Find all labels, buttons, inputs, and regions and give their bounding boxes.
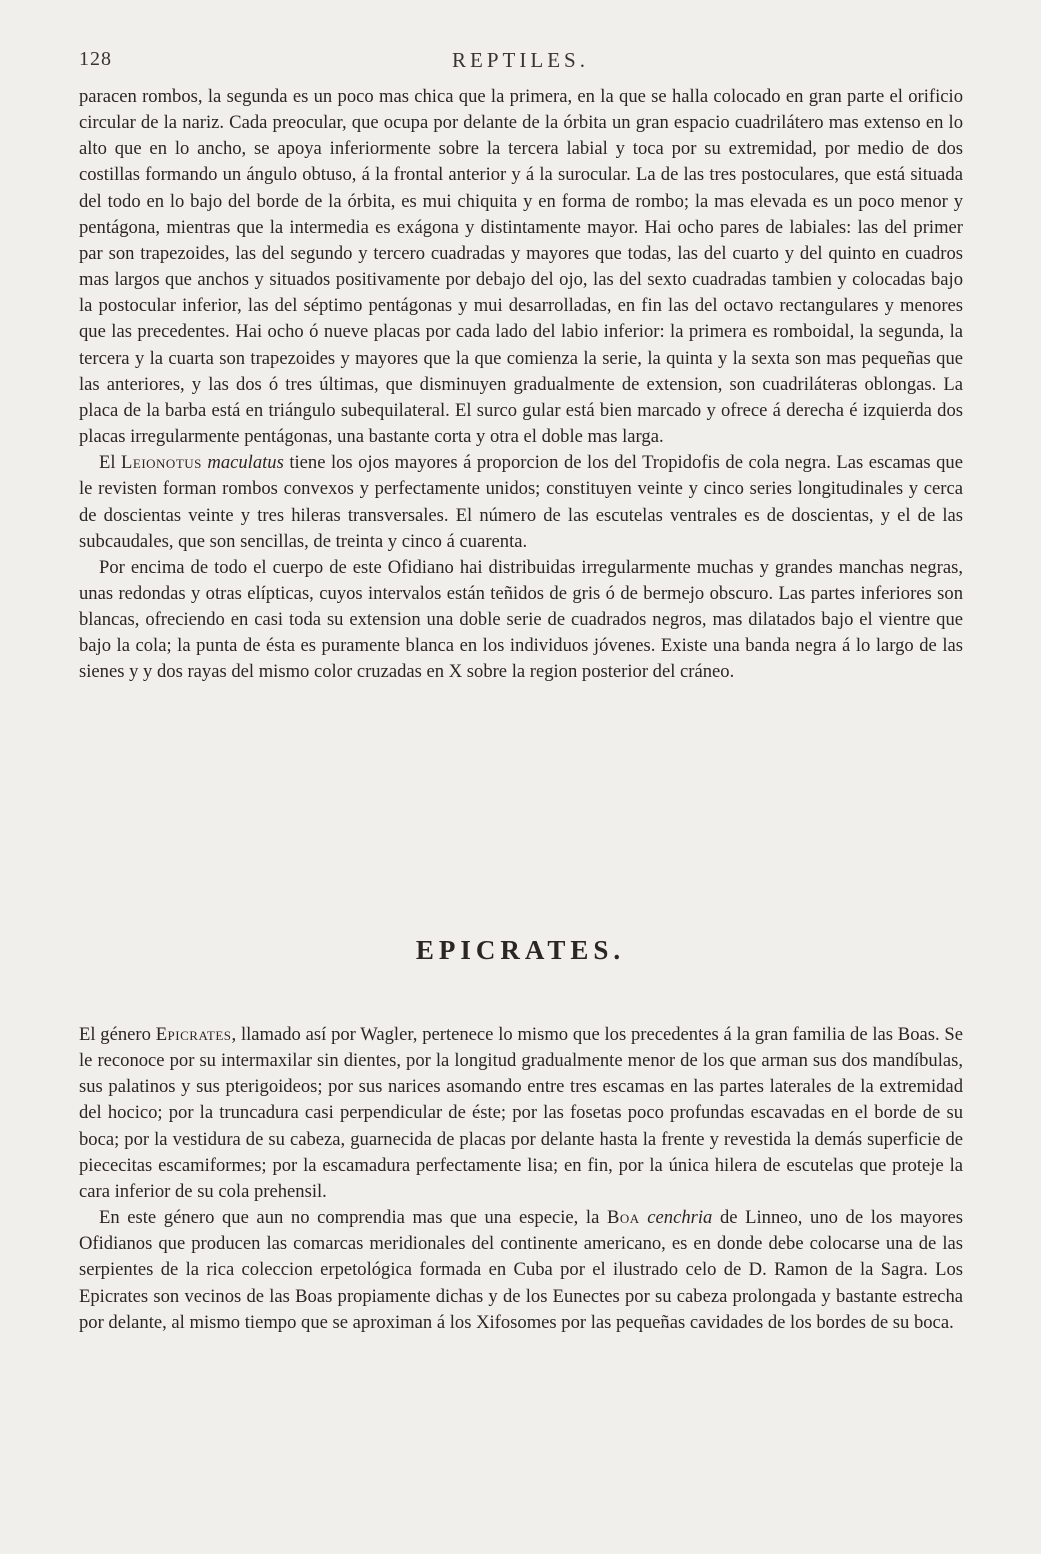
- paragraph: paracen rombos, la segunda es un poco mas chica que la primera, en la que se halla colocado en gran parte el orificio circular de la nariz. Cada preocular, que ocupa por delante de la órbita un gran espacio cuadrilátero mas extenso en lo alto que en lo ancho, se apoya inferiormente sobre la tercera labial y toca por su extremidad, por medio de dos costillas formando un ángulo obtuso, á la frontal anterior y á la surocular. La de las tres postoculares, que está situada del todo en lo bajo del borde de la órbita, es mui chiquita y en forma de rombo; la mas elevada es un poco menor y pentágona, mientras que la intermedia es exágona y distintamente mayor. Hai ocho pares de labiales: las del primer par son trapezoides, las del segundo y tercero cuadradas y mayores que todas, las del cuarto y del quinto en cuadros mas largos que anchos y situados positivamente por debajo del ojo, las del sexto cuadradas tambien y colocadas bajo la postocular inferior, las del séptimo pentágonas y mui desarrolladas, en fin las del octavo rectangulares y menores que las precedentes. Hai ocho ó nueve placas por cada lado del labio inferior: la primera es romboidal, la segunda, la tercera y la cuarta son trapezoides y mayores que la que comienza la serie, la quinta y la sexta son mas pequeñas que las anteriores, y las dos ó tres últimas, que disminuyen gradualmente de extension, son cuadriláteras oblongas. La placa de la barba está en triángulo subequilateral. El surco gular está bien marcado y ofrece á derecha é izquierda dos placas irregularmente pentágonas, una bastante corta y otra el doble mas larga.: [79, 86, 963, 448]
- text-run: tiene los ojos mayores á proporcion de los del Tropidofis de cola negra. Las escamas que le revisten forman rombos convexos y perfectamente unidos; constituyen veinte y cinco series longitudinales y cerca de doscientas veinte y tres hileras transversales. El número de las escutelas ventrales es de doscientas, y el de las subcaudales, que son sencillas, de treinta y cinco á cuarenta.: [79, 452, 963, 552]
- text-run: , llamado así por Wagler, pertenece lo mismo que los precedentes á la gran familia de las Boas. Se le reconoce por su intermaxilar sin dientes, por la longitud gradualmente menor de los que arman sus dos mandíbulas, sus palatinos y sus pterigoideos; por sus narices asomando entre tres escamas en las partes laterales de la extremidad del hocico; por la truncadura casi perpendicular de éste; por las fosetas poco profundas escavadas en el borde de su boca; por la vestidura de su cabeza, guarnecida de placas por delante hasta la frente y revestida la demás superficie de piececitas escamiformes; por la escamadura perfectamente lisa; en fin, por la única hilera de escutelas que proteje la cara inferior de su cola prehensil.: [79, 1024, 964, 1202]
- running-title: REPTILES.: [452, 48, 589, 72]
- section-heading: EPICRATES.: [415, 935, 626, 965]
- paragraph: [79, 1205, 963, 1336]
- paragraph: Por encima de todo el cuerpo de este Ofidiano hai distribuidas irregularmente muchas y grandes manchas negras, unas redondas y otras elípticas, cuyos intervalos están teñidos de gris ó de bermejo obscuro. Las partes inferiores son blancas, ofreciendo en casi toda su extension una doble serie de cuadrados negros, mas dilatados bajo el vientre que bajo la cola; la punta de ésta es puramente blanca en los individuos jóvenes. Existe una banda negra á lo largo de las sienes y y dos rayas del mismo color cruzadas en X sobre la region posterior del cráneo.: [79, 556, 963, 683]
- genus-name: Epicrates: [155, 1024, 232, 1045]
- text-run: de Linneo, uno de los mayores Ofidianos que producen las comarcas meridionales del continente americano, es en donde debe colocarse una de las serpientes de la rica coleccion erpetológica formada en Cuba por el ilustrado celo de D. Ramon de la Sagra. Los Epicrates son vecinos de las Boas propiamente dichas y de los Eunectes por su cabeza prolongada y bastante estrecha por delante, al mismo tiempo que se aproximan á los Xifosomes por las pequeñas cavidades de los bordes de su boca.: [79, 1207, 964, 1333]
- text-run: El género: [79, 1024, 151, 1045]
- section-2-text: [79, 1022, 963, 1336]
- species-name: maculatus: [207, 452, 284, 474]
- text-run: El: [99, 452, 116, 474]
- paragraph: [79, 1022, 963, 1205]
- species-name: cenchria: [647, 1207, 713, 1229]
- running-head: [79, 48, 962, 78]
- section-1-text: [79, 84, 963, 686]
- text-run: En este género que aun no comprendia mas que una especie, la: [99, 1207, 600, 1229]
- paragraph: [79, 450, 963, 555]
- genus-name: Leionotus: [121, 452, 202, 474]
- genus-name: Boa: [606, 1207, 640, 1229]
- page-number: 128: [79, 48, 112, 70]
